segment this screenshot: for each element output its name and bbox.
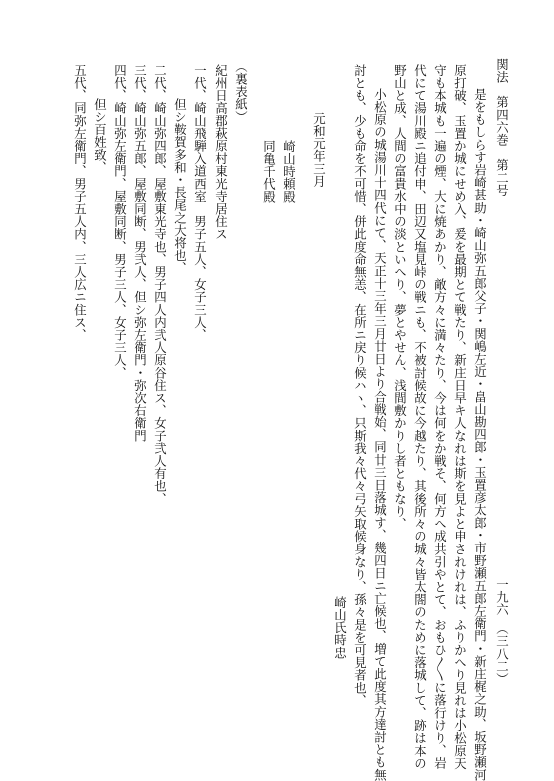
generation-line-1-note: 但シ鞍賀多和・長尾之大将也、: [172, 98, 188, 275]
residence-line: 紀州日高郡萩原村東光寺居住ス: [213, 64, 229, 241]
text-line-7: 討とも、少も命を不可惜、併此度命無恙、在所ニ戻り候ハヽ、只斯我々代々弓矢取候身なり、孫々是を可見者也、: [352, 64, 368, 707]
generation-line-3: 三代、崎山弥五郎、屋敷同断、男弐人、但シ弥左衛門・弥次右衛門: [132, 64, 148, 442]
text-line-3: 守も本城も一遍の煙、大に焼あかり、敵方々に満々たり、今は何をか戦そ、何方へ成共引やとて、おもひ〳〵に落行けり、岩: [432, 64, 448, 770]
text-line-4: 代にて湯川殿ニ追付申、田辺又塩見峠の戦ニも、不被討候故に今越たり、其後所々の城々皆太閤のために落城して、跡は本の: [412, 64, 428, 770]
text-line-1: 是をもしらす岩崎甚助・崎山弥五郎父子・関嶋左近・畠山勘四郎・玉置彦太郎・市野瀬五郎左衛門・新庄梶之助、坂野瀬河: [472, 88, 488, 781]
page-number: 一九六 （三八二）: [494, 578, 510, 686]
verso-label: （裏表紙）: [233, 60, 249, 123]
text-line-2: 原打破、玉置か城にせめ入、爰を最期とて戦たり、新庄日早キ人なれは斯を見よと申されけれは、ふりかへり見れは小松原天: [452, 64, 468, 770]
generation-line-4: 四代、崎山弥左衛門、屋敷同断、男子三人、女子三人、: [112, 64, 128, 379]
generation-line-5: 五代、同弥左衛門、男子五人内、三人広ニ住ス、: [72, 64, 88, 342]
journal-header: 関法 第四六巻 第二号: [494, 58, 510, 197]
generation-line-2: 二代、崎山弥四郎、屋敷東光寺也、男子四人内弐人原谷住ス、女子弐人有也、: [152, 64, 168, 505]
generation-line-1: 一代、崎山飛騨入道西室 男子五人、女子三人、: [192, 64, 208, 342]
document-date: 元和元年三月: [311, 112, 327, 188]
addressee-2: 同亀千代殿: [261, 140, 277, 203]
text-line-6: 小松原の城湯川十四代にて、天正十三年三月廿日より合戦始、同廿三日落城す、幾四日ニ亡候也、増て此度其方達討とも無: [372, 88, 388, 781]
text-line-5: 野山と成、人間の富貴水中の淡といへり、夢とやせん、浅間敷かりし者ともなり、: [392, 64, 408, 531]
generation-line-4-note: 但シ百姓致、: [92, 98, 108, 174]
addressee-1: 崎山時頼殿: [281, 140, 297, 203]
signature: 崎山氏時忠: [332, 596, 348, 659]
